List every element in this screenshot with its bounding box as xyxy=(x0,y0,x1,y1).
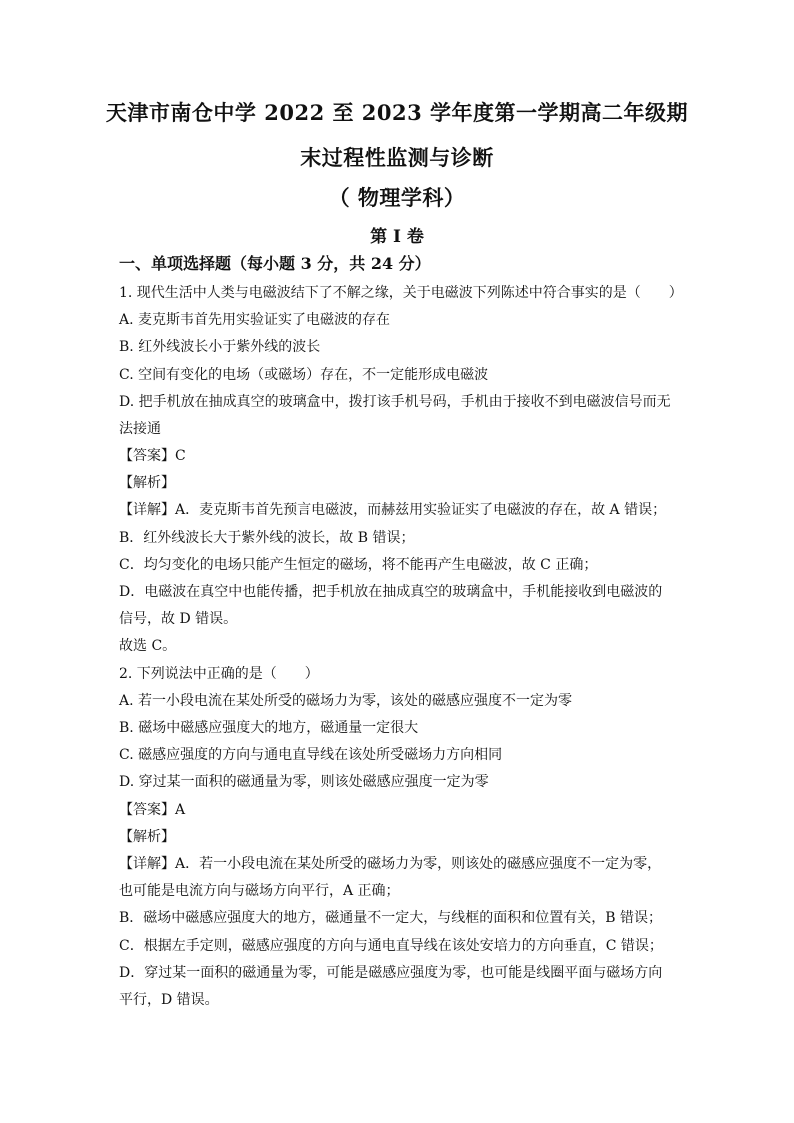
q1-analysis-label: 【解析】 xyxy=(119,475,175,491)
subject-title: （ 物理学科） xyxy=(328,185,466,210)
q2-detail-line2: 也可能是电流方向与磁场方向平行，A 正确； xyxy=(119,883,400,899)
q2-detail-line5: D．穿过某一面积的磁通量为零，可能是磁感应强度为零，也可能是线圈平面与磁场方向 xyxy=(119,965,663,981)
q2-analysis-label: 【解析】 xyxy=(119,829,175,845)
q1-detail-line3: C．均匀变化的电场只能产生恒定的磁场，将不能再产生电磁波，故 C 正确； xyxy=(119,557,598,573)
q2-detail-line6: 平行，D 错误。 xyxy=(119,992,219,1008)
q2-detail-line1: 【详解】A．若一小段电流在某处所受的磁场力为零，则该处的磁感应强度不一定为零， xyxy=(119,856,662,872)
q1-detail-line4: D．电磁波在真空中也能传播，把手机放在抽成真空的玻璃盒中，手机能接收到电磁波的 xyxy=(119,584,663,600)
q2-option-c: C. 磁感应强度的方向与通电直导线在该处所受磁场力方向相同 xyxy=(119,747,503,763)
q2-stem: 2. 下列说法中正确的是（ ） xyxy=(119,666,319,682)
q1-detail-line2: B．红外线波长大于紫外线的波长，故 B 错误； xyxy=(119,530,415,546)
q2-option-d: D. 穿过某一面积的磁通量为零，则该处磁感应强度一定为零 xyxy=(119,774,489,790)
q1-option-c: C. 空间有变化的电场（或磁场）存在，不一定能形成电磁波 xyxy=(119,367,489,383)
q2-detail-line4: C．根据左手定则，磁感应强度的方向与通电直导线在该处安培力的方向垂直，C 错误； xyxy=(119,938,663,954)
q2-option-a: A. 若一小段电流在某处所受的磁场力为零，该处的磁感应强度不一定为零 xyxy=(119,693,573,709)
volume-heading: 第 I 卷 xyxy=(370,227,424,247)
q1-option-d-line2: 法接通 xyxy=(119,421,161,437)
section-heading: 一、单项选择题（每小题 3 分，共 24 分） xyxy=(119,254,431,273)
q1-option-d-line1: D. 把手机放在抽成真空的玻璃盒中，拨打该手机号码，手机由于接收不到电磁波信号而无 xyxy=(119,394,671,410)
q1-option-a: A. 麦克斯韦首先用实验证实了电磁波的存在 xyxy=(119,312,391,328)
title-line-1: 天津市南仓中学 2022 至 2023 学年度第一学期高二年级期 xyxy=(105,100,689,125)
q2-detail-line3: B．磁场中磁感应强度大的地方，磁通量不一定大，与线框的面积和位置有关，B 错误； xyxy=(119,910,663,926)
q2-answer: 【答案】A xyxy=(119,802,186,818)
q1-option-b: B. 红外线波长小于紫外线的波长 xyxy=(119,339,321,355)
q1-stem: 1. 现代生活中人类与电磁波结下了不解之缘，关于电磁波下列陈述中符合事实的是（ ） xyxy=(119,285,683,301)
q2-option-b: B. 磁场中磁感应强度大的地方，磁通量一定很大 xyxy=(119,720,419,736)
title-line-2: 末过程性监测与诊断 xyxy=(300,145,494,170)
q1-answer: 【答案】C xyxy=(119,448,186,464)
q1-detail-line5: 信号，故 D 错误。 xyxy=(119,611,238,627)
q1-choice: 故选 C。 xyxy=(119,638,177,654)
q1-detail-line1: 【详解】A．麦克斯韦首先预言电磁波，而赫兹用实验证实了电磁波的存在，故 A 错误； xyxy=(119,502,667,518)
